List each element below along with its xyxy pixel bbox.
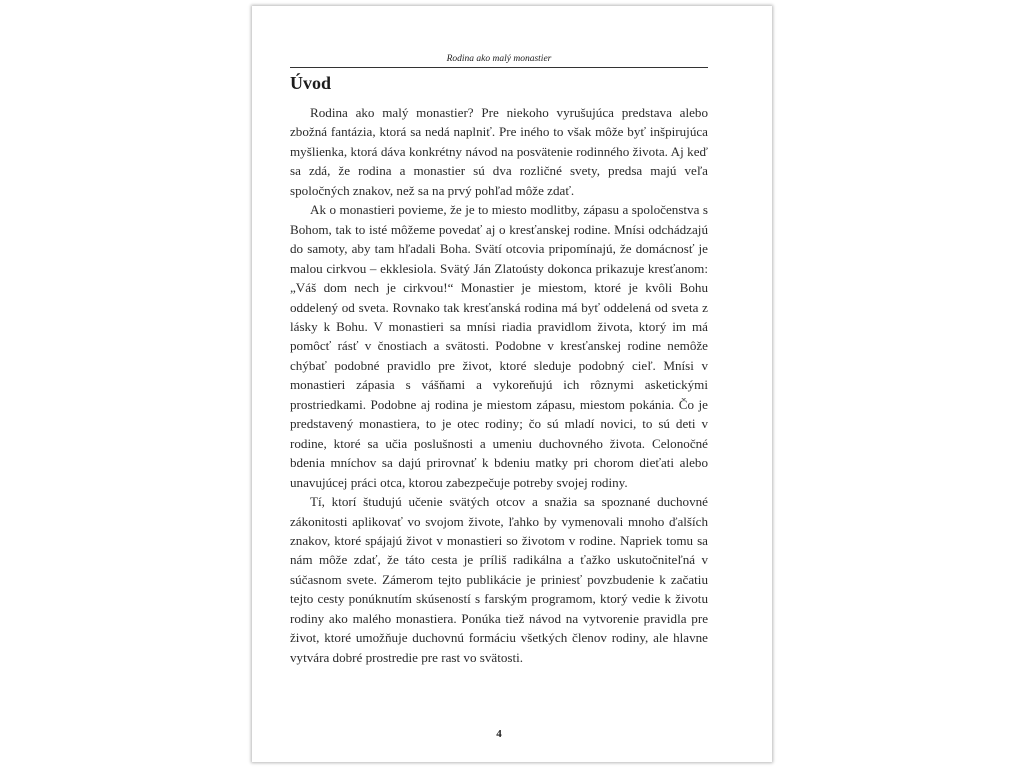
paragraph-1: Rodina ako malý monastier? Pre niekoho vyrušujúca predstava alebo zbožná fantázia, ktorá sa nedá naplniť. Pre iného to však môže byť inšpirujúca myšlienka, ktorá dáva konkrétny návod na posvätenie rodinného života. Aj keď sa zdá, že rodina a monastier sú dva rozličné svety, predsa majú veľa spoločných znakov, než sa na prvý pohľad môže zdať. <box>290 105 708 198</box>
body-text <box>290 103 708 667</box>
paragraph-2: Ak o monastieri povieme, že je to miesto modlitby, zápasu a spoločenstva s Bohom, tak to isté môžeme povedať aj o kresťanskej rodine. Mnísi odchádzajú do samoty, aby tam hľadali Boha. Svätí otcovia pripomínajú, že domácnosť je malou cirkvou – ekklesiola. Svätý Ján Zlatoústy dokonca prikazuje kresťanom: „Váš dom nech je cirkvou!“ Monastier je miestom, ktoré je kvôli Bohu oddelený od sveta. Rovnako tak kresťanská rodina má byť oddelená od sveta z lásky k Bohu. V monastieri sa mnísi riadia pravidlom života, ktorý im má pomôcť rásť v čnostiach a svätosti. Podobne v kresťanskej rodine nemôže chýbať podobné pravidlo pre život, ktoré sleduje podobný cieľ. Mnísi v monastieri zápasia s vášňami a vykoreňujú ich rôznymi asketickými prostriedkami. Podobne aj rodina je miestom zápasu, miestom pokánia. Čo je predstavený monastiera, to je otec rodiny; čo sú mladí novici, to sú deti v rodine, ktoré sa učia poslušnosti a umeniu duchovného života. Celonočné bdenia mníchov sa dajú prirovnať k bdeniu matky pri chorom dieťati alebo unavujúcej práci otca, ktorou zabezpečuje potreby svojej rodiny. <box>290 202 708 490</box>
chapter-title: Úvod <box>290 73 332 93</box>
header-rule <box>290 67 708 68</box>
book-page <box>252 6 772 762</box>
paragraph-3: Tí, ktorí študujú učenie svätých otcov a snažia sa spoznané duchovné zákonitosti aplikovať vo svojom živote, ľahko by vymenovali mnoho ďalších znakov, ktoré spájajú život v monastieri so životom v rodine. Napriek tomu sa nám môže zdať, že táto cesta je príliš radikálna a ťažko uskutočniteľná v súčasnom svete. Zámerom tejto publikácie je priniesť povzbudenie k začatiu tejto cesty ponúknutím skúseností s farským programom, ktorý vedie k životu rodiny ako malého monastiera. Ponúka tiež návod na vytvorenie pravidla pre život, ktoré umožňuje duchovnú formáciu všetkých členov rodiny, ale hlavne vytvára dobré prostredie pre rast vo svätosti. <box>290 494 708 665</box>
page-number: 4 <box>496 728 502 740</box>
running-header: Rodina ako malý monastier <box>446 54 552 64</box>
